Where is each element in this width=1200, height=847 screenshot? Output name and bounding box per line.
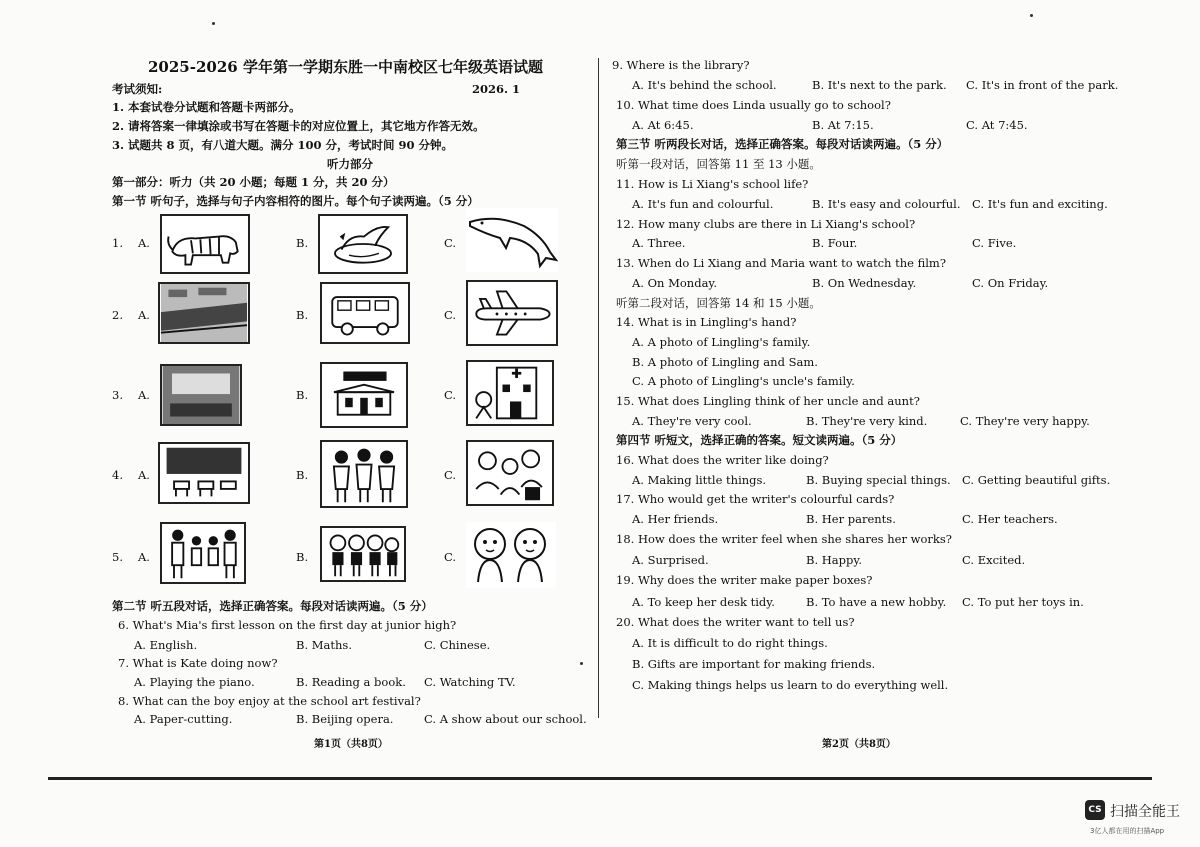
question-15: 15. What does Lingling think of her uncle and aunt? — [616, 394, 920, 408]
question-12-option-c: C. Five. — [972, 236, 1017, 250]
question-9-option-a: A. It's behind the school. — [632, 78, 777, 92]
pic-q5-label-a: A. — [138, 550, 150, 564]
students-group-picture — [320, 440, 408, 508]
twin-babies-picture — [466, 522, 556, 588]
exam-title: 2025-2026 学年第一学期东胜一中南校区七年级英语试题 — [148, 58, 543, 76]
question-6-option-c: C. Chinese. — [424, 638, 491, 652]
question-19-option-b: B. To have a new hobby. — [806, 595, 947, 609]
question-16-option-a: A. Making little things. — [632, 473, 767, 487]
question-12-option-a: A. Three. — [632, 236, 686, 250]
question-7: 7. What is Kate doing now? — [118, 656, 278, 670]
part1-heading: 第一部分：听力（共 20 小题；每题 1 分，共 20 分） — [112, 175, 395, 189]
section3-dialogue2-note: 听第二段对话，回答第 14 和 15 小题。 — [616, 296, 821, 310]
pic-q4-number: 4. — [112, 468, 123, 482]
question-10-option-a: A. At 6:45. — [632, 118, 694, 132]
question-11: 11. How is Li Xiang's school life? — [616, 177, 809, 191]
question-8-option-c: C. A show about our school. — [424, 712, 587, 726]
question-11-option-b: B. It's easy and colourful. — [812, 197, 961, 211]
pic-q4-label-c: C. — [444, 468, 457, 482]
plane-picture — [466, 280, 558, 346]
pic-q1-number: 1. — [112, 236, 123, 250]
question-14-option-b: B. A photo of Lingling and Sam. — [632, 355, 818, 369]
scan-speck — [212, 22, 215, 25]
notice-2: 2. 请将答案一律填涂或书写在答题卡的对应位置上，其它地方作答无效。 — [112, 119, 485, 133]
question-7-option-a: A. Playing the piano. — [134, 675, 255, 689]
camscanner-logo-icon: CS — [1085, 800, 1105, 820]
question-6: 6. What's Mia's first lesson on the first day at junior high? — [118, 618, 457, 632]
question-13-option-a: A. On Monday. — [632, 276, 718, 290]
question-7-option-b: B. Reading a book. — [296, 675, 406, 689]
question-18-option-a: A. Surprised. — [632, 553, 709, 567]
question-14-option-c: C. A photo of Lingling's uncle's family. — [632, 374, 855, 388]
pic-q1-label-b: B. — [296, 236, 309, 250]
question-6-option-a: A. English. — [134, 638, 198, 652]
question-17-option-b: B. Her parents. — [806, 512, 896, 526]
bus-picture — [320, 282, 410, 344]
classroom-picture — [160, 364, 242, 426]
question-18-option-b: B. Happy. — [806, 553, 862, 567]
question-10-option-b: B. At 7:15. — [812, 118, 874, 132]
question-18: 18. How does the writer feel when she shares her works? — [616, 532, 952, 546]
question-12: 12. How many clubs are there in Li Xiang's school? — [616, 217, 916, 231]
question-9-option-c: C. It's in front of the park. — [966, 78, 1119, 92]
pic-q1-label-a: A. — [138, 236, 150, 250]
pic-q3-label-a: A. — [138, 388, 150, 402]
question-13-option-b: B. On Wednesday. — [812, 276, 917, 290]
left-page-number: 第1页（共8页） — [314, 739, 388, 750]
question-12-option-b: B. Four. — [812, 236, 858, 250]
question-10: 10. What time does Linda usually go to school? — [616, 98, 891, 112]
pic-q2-label-a: A. — [138, 308, 150, 322]
question-19-option-c: C. To put her toys in. — [962, 595, 1084, 609]
question-11-option-c: C. It's fun and exciting. — [972, 197, 1108, 211]
pic-q2-label-b: B. — [296, 308, 309, 322]
tiger-picture — [160, 214, 250, 274]
question-8-option-b: B. Beijing opera. — [296, 712, 394, 726]
question-15-option-c: C. They're very happy. — [960, 414, 1090, 428]
question-20-option-b: B. Gifts are important for making friends. — [632, 657, 876, 671]
question-14-option-a: A. A photo of Lingling's family. — [632, 335, 811, 349]
question-6-option-b: B. Maths. — [296, 638, 352, 652]
pic-q4-label-b: B. — [296, 468, 309, 482]
bird-picture — [318, 214, 408, 274]
pic-q3-label-b: B. — [296, 388, 309, 402]
scan-speck — [1030, 14, 1033, 17]
question-15-option-b: B. They're very kind. — [806, 414, 928, 428]
blackboard-picture — [158, 442, 250, 504]
section4-heading: 第四节 听短文，选择正确的答案。短文读两遍。（5 分） — [616, 433, 903, 447]
question-8: 8. What can the boy enjoy at the school art festival? — [118, 694, 421, 708]
family-members-picture — [160, 522, 246, 584]
question-13-option-c: C. On Friday. — [972, 276, 1049, 290]
question-20-option-a: A. It is difficult to do right things. — [632, 636, 828, 650]
question-9: 9. Where is the library? — [612, 58, 750, 72]
question-17-option-a: A. Her friends. — [632, 512, 719, 526]
question-20-option-c: C. Making things helps us learn to do everything well. — [632, 678, 949, 692]
family-picture — [466, 440, 554, 506]
page-divider — [598, 58, 599, 718]
section1-heading: 第一节 听句子，选择与句子内容相符的图片。每个句子读两遍。（5 分） — [112, 194, 479, 208]
question-11-option-a: A. It's fun and colourful. — [632, 197, 774, 211]
camscanner-brand: 扫描全能王 — [1110, 804, 1180, 820]
children-picture — [320, 526, 406, 582]
question-9-option-b: B. It's next to the park. — [812, 78, 947, 92]
pic-q5-label-c: C. — [444, 550, 457, 564]
question-16-option-b: B. Buying special things. — [806, 473, 951, 487]
pic-q2-label-c: C. — [444, 308, 457, 322]
camscanner-slogan: 3亿人都在用的扫描App — [1090, 827, 1165, 835]
pic-q3-number: 3. — [112, 388, 123, 402]
train-picture — [158, 282, 250, 344]
question-8-option-a: A. Paper-cutting. — [134, 712, 233, 726]
question-19-option-a: A. To keep her desk tidy. — [632, 595, 775, 609]
notice-heading: 考试须知: — [112, 82, 163, 96]
hospital-picture — [466, 360, 554, 426]
question-13: 13. When do Li Xiang and Maria want to watch the film? — [616, 256, 947, 270]
pic-q2-number: 2. — [112, 308, 123, 322]
section-title: 听力部分 — [327, 157, 373, 171]
welcome-building-picture — [320, 362, 408, 428]
pic-q5-number: 5. — [112, 550, 123, 564]
question-19: 19. Why does the writer make paper boxes? — [616, 573, 873, 587]
pic-q4-label-a: A. — [138, 468, 150, 482]
notice-3: 3. 试题共 8 页，有八道大题。满分 100 分，考试时间 90 分钟。 — [112, 138, 454, 152]
question-16-option-c: C. Getting beautiful gifts. — [962, 473, 1111, 487]
pic-q3-label-c: C. — [444, 388, 457, 402]
dolphin-picture — [466, 208, 558, 272]
question-15-option-a: A. They're very cool. — [632, 414, 752, 428]
question-17: 17. Who would get the writer's colourful cards? — [616, 492, 895, 506]
question-20: 20. What does the writer want to tell us? — [616, 615, 855, 629]
pic-q1-label-c: C. — [444, 236, 457, 250]
scan-speck — [580, 662, 583, 665]
question-14: 14. What is in Lingling's hand? — [616, 315, 797, 329]
exam-date: 2026. 1 — [472, 82, 521, 96]
section3-heading: 第三节 听两段长对话，选择正确答案。每段对话读两遍。（5 分） — [616, 137, 949, 151]
question-16: 16. What does the writer like doing? — [616, 453, 829, 467]
pic-q5-label-b: B. — [296, 550, 309, 564]
question-7-option-c: C. Watching TV. — [424, 675, 516, 689]
notice-1: 1. 本套试卷分试题和答题卡两部分。 — [112, 100, 301, 114]
question-10-option-c: C. At 7:45. — [966, 118, 1028, 132]
bottom-rule — [48, 777, 1152, 780]
section2-heading: 第二节 听五段对话，选择正确答案。每段对话读两遍。（5 分） — [112, 599, 433, 613]
right-page-number: 第2页（共8页） — [822, 739, 896, 750]
section3-dialogue1-note: 听第一段对话，回答第 11 至 13 小题。 — [616, 157, 821, 171]
question-18-option-c: C. Excited. — [962, 553, 1026, 567]
question-17-option-c: C. Her teachers. — [962, 512, 1058, 526]
